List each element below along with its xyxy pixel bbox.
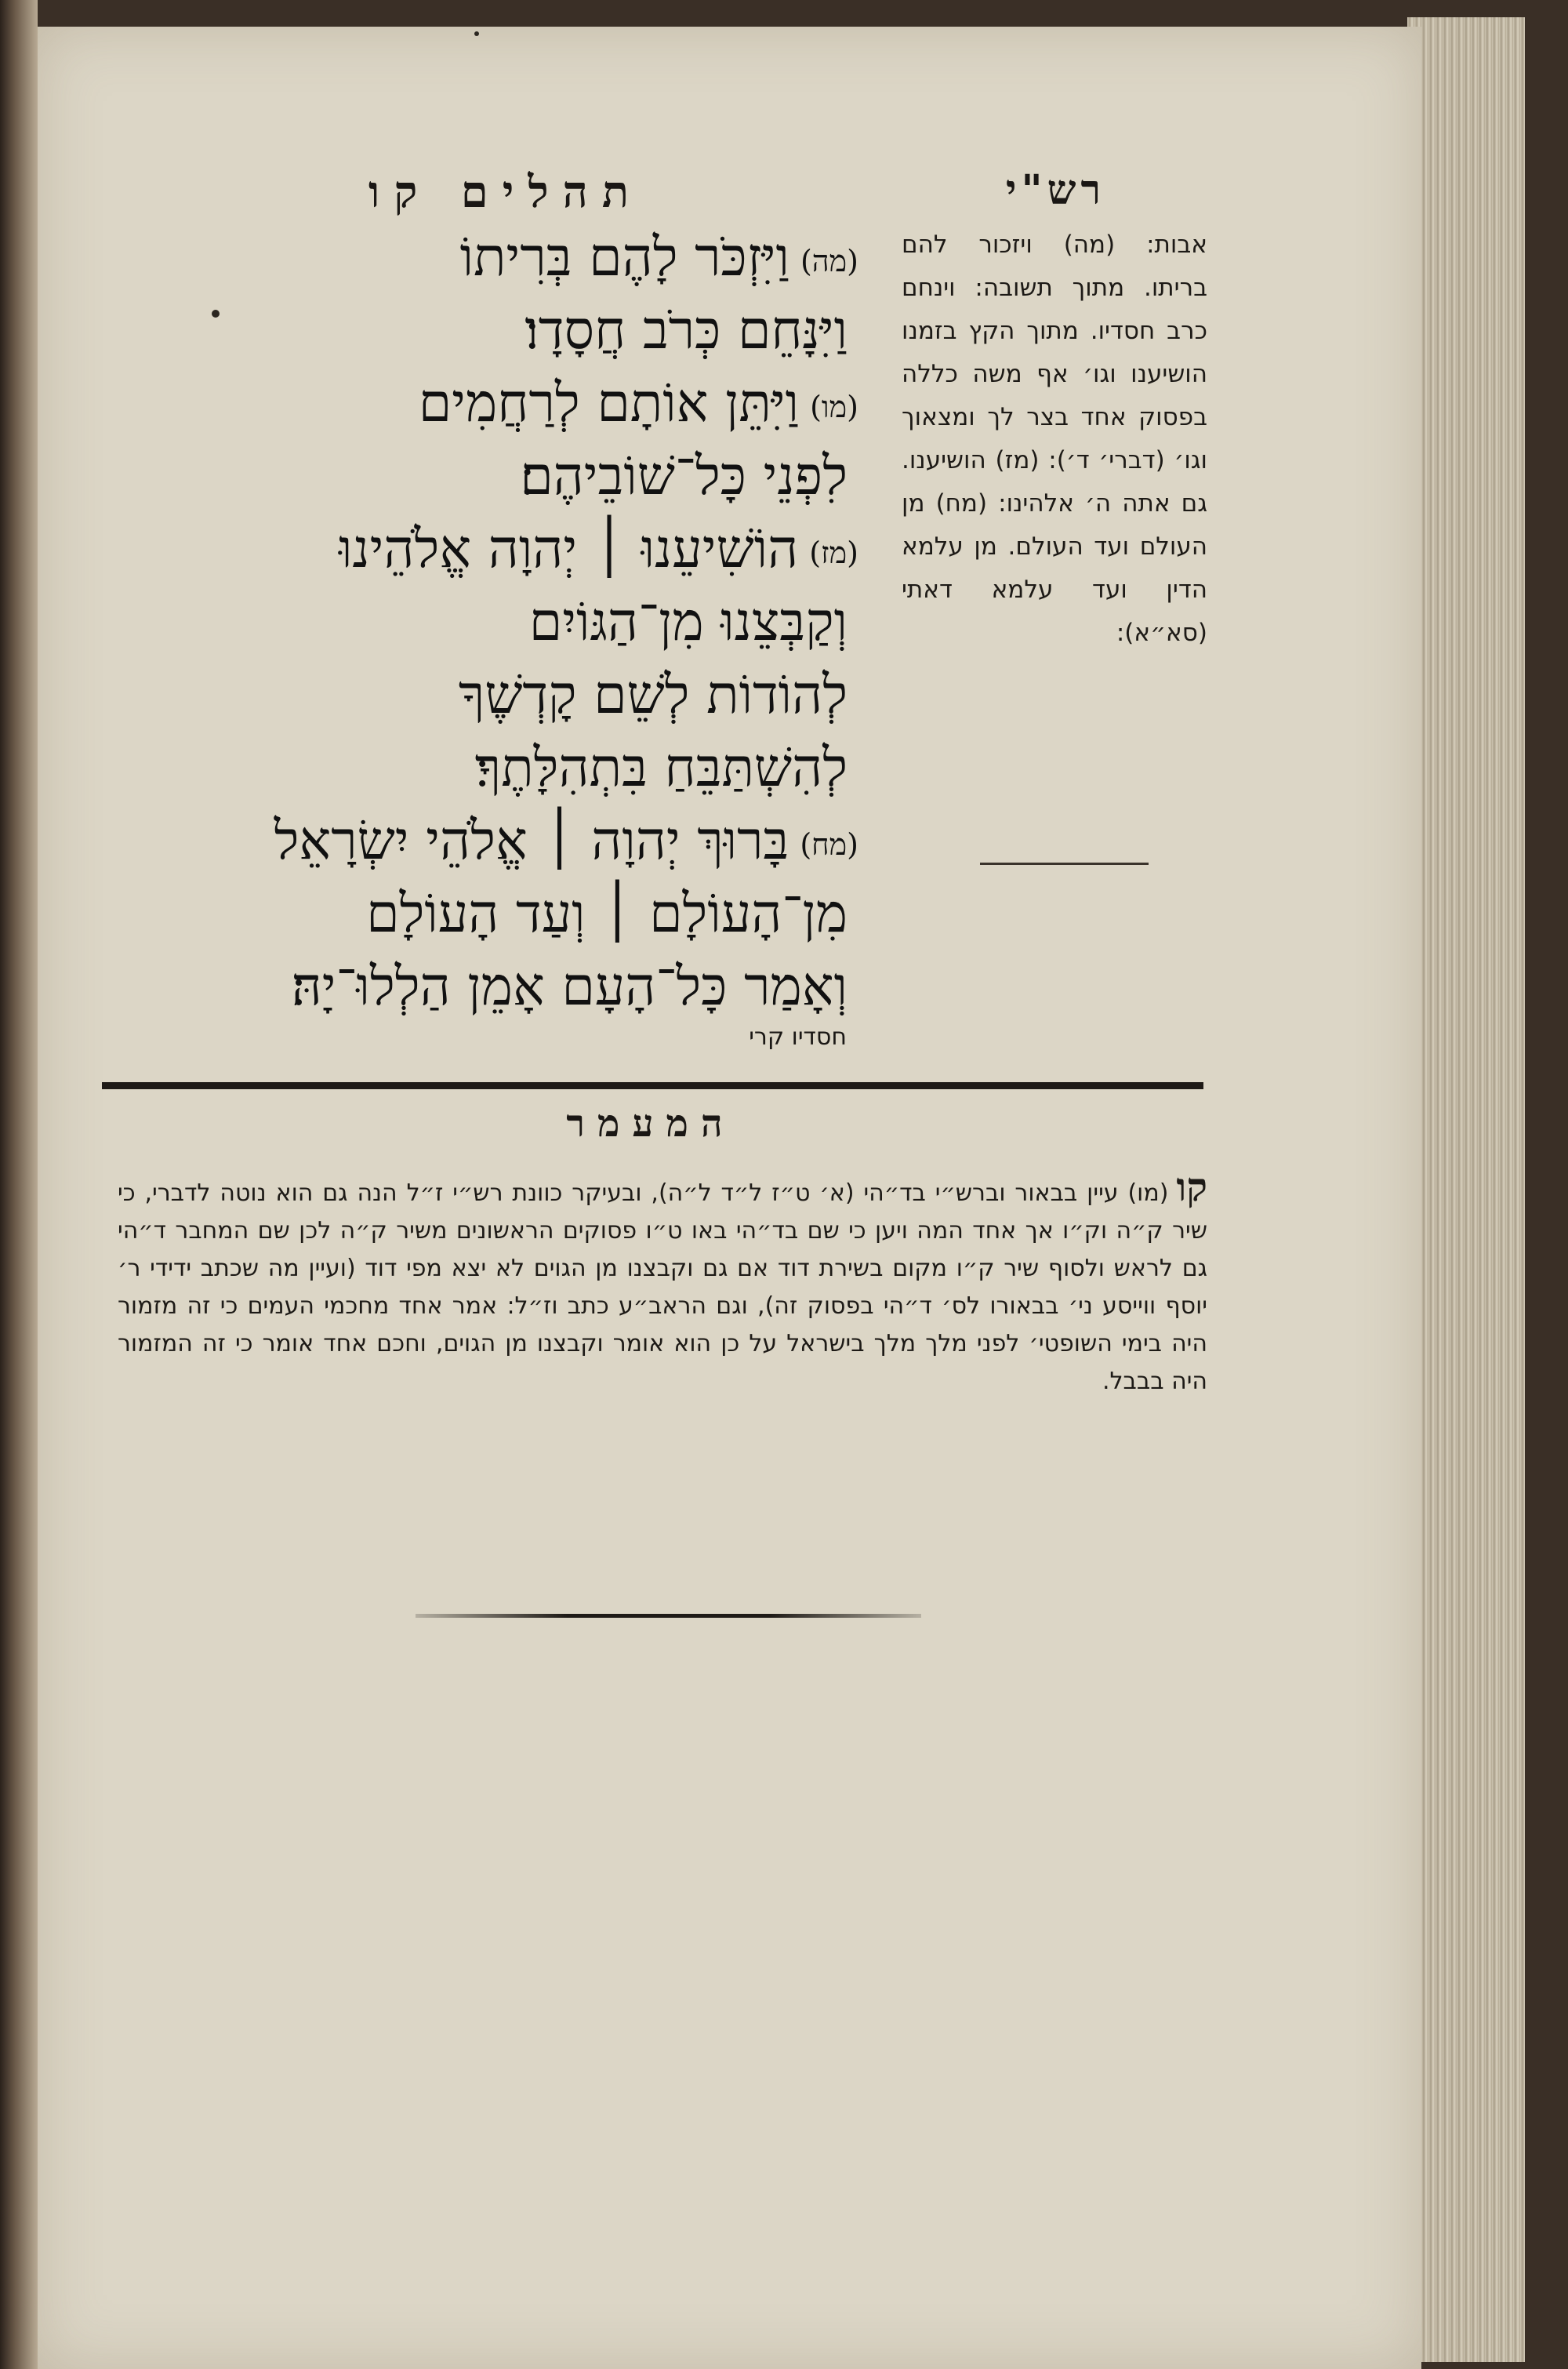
psalm-number-lead: קו — [1176, 1164, 1207, 1210]
verse-number: (מז) — [809, 536, 858, 570]
verse-text: לְהִשְׁתַּבֵּחַ בִּתְהִלָּתֶךָ׃ — [474, 737, 848, 799]
section-divider — [102, 1082, 1203, 1089]
verse-line — [184, 659, 858, 732]
ink-speck — [212, 310, 220, 318]
verse-text: וַיִּנָּחֵם כְּרֹב חֲסָדָו׃ — [524, 300, 848, 362]
meamar-commentary — [118, 1164, 1207, 1401]
verse-text: לִפְנֵי כָּל־שׁוֹבֵיהֶם׃ — [520, 445, 848, 507]
rashi-header: רש"י — [1005, 166, 1105, 214]
left-page-edge — [0, 0, 38, 2369]
psalm-verses — [184, 221, 858, 1023]
keri-note: חסדיו קרי — [749, 1023, 847, 1051]
psalm-header: תהלים קו — [368, 166, 643, 218]
verse-line — [184, 513, 858, 586]
verse-text: הוֹשִׁיעֵנוּ ׀ יְהוָה אֱלֹהֵינוּ — [339, 518, 799, 580]
verse-line — [184, 367, 858, 440]
verse-text: וַיִּזְכֹּר לָהֶם בְּרִיתוֹ — [459, 227, 789, 289]
verse-text: מִן־הָעוֹלָם ׀ וְעַד הָעוֹלָם — [366, 883, 848, 945]
page-stack-edge — [1407, 17, 1525, 2362]
verse-number: (מו) — [810, 390, 858, 424]
verse-text: בָּרוּךְ יְהוָה ׀ אֱלֹהֵי יִשְׂרָאֵל — [274, 810, 789, 872]
verse-text: וְקַבְּצֵנוּ מִן־הַגּוֹיִם — [528, 591, 848, 653]
rashi-commentary: אבות: (מה) ויזכור להם בריתו. מתוך תשובה: וינחם כרב חסדיו. מתוך הקץ בזמנו הושיענו וגו׳ אף משה כללה בפסוק אחד בצר לך ומצאוך וגו׳ (דברי׳ ד׳): (מז) הושיענו. גם אתה ה׳ אלהינו: (מח) מן העולם ועד העולם. מן עלמא הדין ועד עלמא דאתי (סא״א): — [902, 231, 1207, 647]
verse-text: וְאָמַר כָּל־הָעָם אָמֵן הַלְלוּ־יָהּ׃ — [291, 956, 848, 1018]
meamar-header: המעמר — [566, 1102, 735, 1146]
verse-text: וַיִּתֵּן אוֹתָם לְרַחֲמִים — [418, 372, 800, 434]
ink-speck — [474, 31, 479, 36]
verse-text: לְהוֹדוֹת לְשֵׁם קָדְשֶׁךָ — [458, 664, 848, 726]
verse-line — [184, 732, 858, 805]
verse-line — [184, 877, 858, 950]
rashi-divider — [980, 863, 1149, 865]
verse-line — [184, 294, 858, 367]
end-divider — [416, 1614, 921, 1618]
verse-line — [184, 950, 858, 1023]
verse-number: (מה) — [800, 244, 858, 278]
verse-line — [184, 221, 858, 294]
verse-number: (מח) — [800, 827, 858, 862]
verse-line — [184, 440, 858, 513]
meamar-text: (מו) עיין בבאור וברש״י בד״הי (א׳ ט״ז ל״ד ל״ה), ובעיקר כוונת רש״י ז״ל הנה גם הוא נוטה לדברי, כי שיר ק״ה וק״ו אך אחד המה ויען כי שם בד״הי באו ט״ו פסוקים הראשונים משיר ק״ה לכן שם המחבר ד״הי גם לראש ולסוף שיר ק״ו מקום בשירת דוד אם גם וקבצנו מן הגוים לא יצא מפי דוד (ועיין מה שכתב ידידי ר׳ יוסף ווייסע ני׳ בבאורו לס׳ ד״הי בפסוק זה), וגם הראב״ע כתב וז״ל: אמר אחד מחכמי העמים כי זה מזמור היה בימי השופטי׳ לפני מלך מלך בישראל על כן הוא אומר וקבצנו מן הגוים, וחכם אחד אומר כי זה המזמור היה בבבל. — [118, 1179, 1207, 1395]
verse-line — [184, 805, 858, 877]
verse-line — [184, 586, 858, 659]
